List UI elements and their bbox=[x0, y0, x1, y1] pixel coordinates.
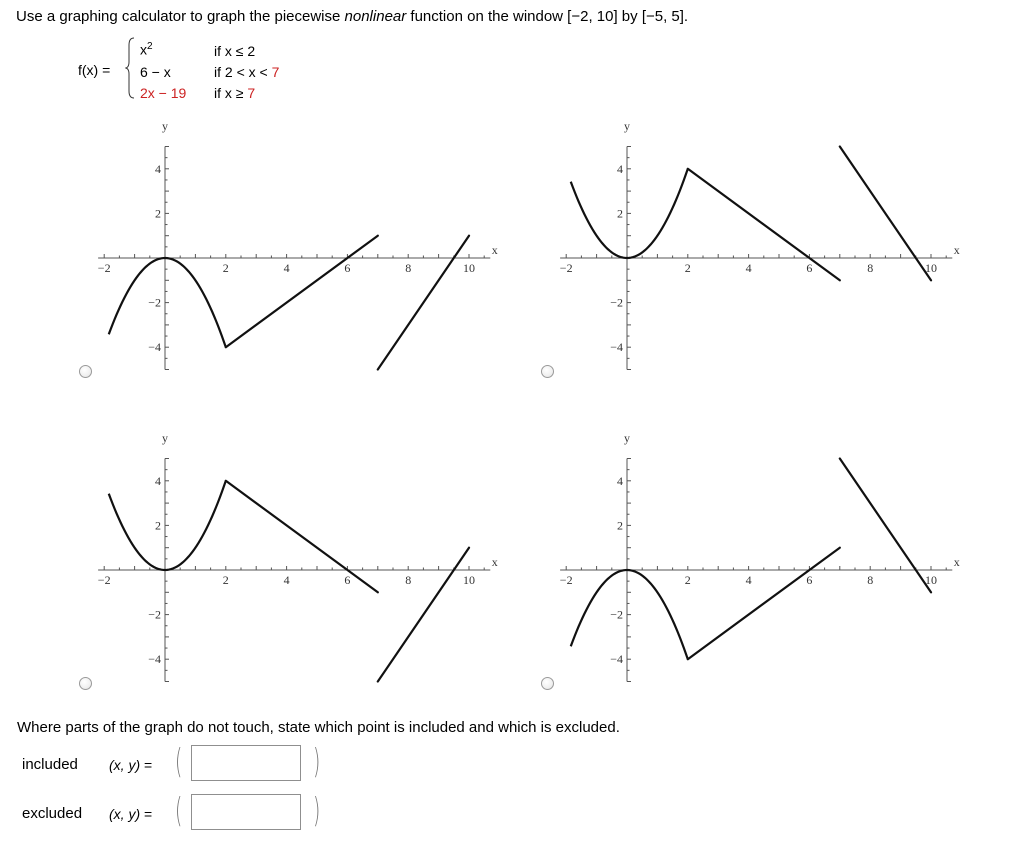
case-3-condition: if x ≥ 7 bbox=[214, 85, 256, 101]
radio-option-c[interactable] bbox=[79, 677, 92, 690]
x-axis-label: x bbox=[953, 555, 960, 569]
excluded-close-paren: ) bbox=[312, 791, 321, 831]
case-1-expression: $x^2$ bbox=[140, 41, 153, 58]
x-tick-label: 4 bbox=[745, 261, 752, 275]
y-tick-label: 2 bbox=[617, 518, 623, 533]
graph-svg bbox=[554, 116, 960, 380]
x-tick-label: 2 bbox=[684, 261, 691, 275]
y-axis-label: y bbox=[162, 430, 168, 445]
graph-svg bbox=[92, 428, 498, 692]
y-tick-label: 4 bbox=[155, 161, 161, 176]
x-axis-label: x bbox=[953, 243, 960, 257]
case-3-expression: 2x − 19 bbox=[140, 85, 187, 101]
included-xy-label: (x, y) = bbox=[109, 757, 153, 773]
included-label: included bbox=[22, 756, 78, 773]
radio-option-b[interactable] bbox=[541, 365, 554, 378]
y-axis-label: y bbox=[624, 118, 630, 133]
x-tick-label: 8 bbox=[405, 261, 412, 275]
y-tick-label: 2 bbox=[155, 518, 161, 533]
x-tick-label: 2 bbox=[222, 573, 229, 587]
x-tick-label: 4 bbox=[283, 573, 290, 587]
x-tick-label: 6 bbox=[806, 261, 813, 275]
x-axis-label: x bbox=[491, 243, 498, 257]
x-tick-label: −2 bbox=[97, 261, 111, 275]
y-tick-label: −2 bbox=[148, 607, 161, 622]
x-tick-label: −2 bbox=[97, 573, 111, 587]
x-tick-label: 10 bbox=[463, 573, 475, 587]
curve-line bbox=[688, 548, 840, 660]
x-tick-label: 4 bbox=[745, 573, 752, 587]
question-text bbox=[16, 8, 688, 25]
x-tick-label: 6 bbox=[344, 573, 351, 587]
y-axis-label: y bbox=[624, 430, 630, 445]
y-tick-label: 4 bbox=[155, 473, 161, 488]
question-prefix: Use a graphing calculator to graph the piecewise bbox=[16, 8, 345, 25]
case-2-condition: if 2 < x < 7 bbox=[214, 64, 280, 80]
x-tick-label: 2 bbox=[684, 573, 691, 587]
curve-line bbox=[688, 169, 840, 280]
radio-option-a[interactable] bbox=[79, 365, 92, 378]
x-tick-label: 10 bbox=[925, 261, 937, 275]
y-tick-label: 4 bbox=[617, 473, 623, 488]
graph-svg bbox=[92, 116, 498, 380]
x-tick-label: 8 bbox=[867, 573, 874, 587]
curve-line bbox=[840, 147, 931, 281]
included-point-input[interactable] bbox=[191, 745, 301, 781]
y-tick-label: −4 bbox=[148, 652, 161, 667]
curve-line bbox=[226, 236, 378, 348]
question-suffix: function on the window [−2, 10] by [−5, 5]. bbox=[406, 8, 689, 25]
y-tick-label: −2 bbox=[148, 295, 161, 310]
instruction-text: Where parts of the graph do not touch, state which point is included and which is excluded. bbox=[17, 719, 620, 736]
x-tick-label: −2 bbox=[559, 261, 573, 275]
x-tick-label: 6 bbox=[806, 573, 813, 587]
y-tick-label: −4 bbox=[610, 340, 623, 355]
curve-line bbox=[840, 459, 931, 593]
included-open-paren: ( bbox=[174, 742, 183, 782]
graph-option-c bbox=[92, 428, 498, 692]
x-tick-label: 10 bbox=[463, 261, 475, 275]
y-tick-label: 4 bbox=[617, 161, 623, 176]
excluded-open-paren: ( bbox=[174, 791, 183, 831]
excluded-label: excluded bbox=[22, 805, 83, 822]
question-emphasis: nonlinear bbox=[344, 8, 407, 25]
y-axis-label: y bbox=[162, 118, 168, 133]
y-tick-label: −2 bbox=[610, 607, 623, 622]
graph-option-a bbox=[92, 116, 498, 380]
case-1-condition: if x ≤ 2 bbox=[214, 43, 256, 59]
graph-option-d bbox=[554, 428, 960, 692]
y-tick-label: −4 bbox=[610, 652, 623, 667]
x-tick-label: 8 bbox=[405, 573, 412, 587]
case-2-expression: 6 − x bbox=[140, 64, 171, 80]
excluded-xy-label: (x, y) = bbox=[109, 806, 153, 822]
y-tick-label: −2 bbox=[610, 295, 623, 310]
graph-option-b bbox=[554, 116, 960, 380]
curve-line bbox=[226, 481, 378, 593]
y-tick-label: 2 bbox=[617, 206, 623, 221]
x-axis-label: x bbox=[491, 555, 498, 569]
x-tick-label: 6 bbox=[344, 261, 351, 275]
y-tick-label: 2 bbox=[155, 206, 161, 221]
excluded-point-input[interactable] bbox=[191, 794, 301, 830]
radio-option-d[interactable] bbox=[541, 677, 554, 690]
x-tick-label: 4 bbox=[283, 261, 290, 275]
included-close-paren: ) bbox=[312, 742, 321, 782]
x-tick-label: 2 bbox=[222, 261, 229, 275]
y-tick-label: −4 bbox=[148, 340, 161, 355]
x-tick-label: −2 bbox=[559, 573, 573, 587]
graph-svg bbox=[554, 428, 960, 692]
x-tick-label: 10 bbox=[925, 573, 937, 587]
x-tick-label: 8 bbox=[867, 261, 874, 275]
function-name: f(x) = bbox=[78, 62, 111, 78]
brace-icon bbox=[125, 37, 135, 99]
